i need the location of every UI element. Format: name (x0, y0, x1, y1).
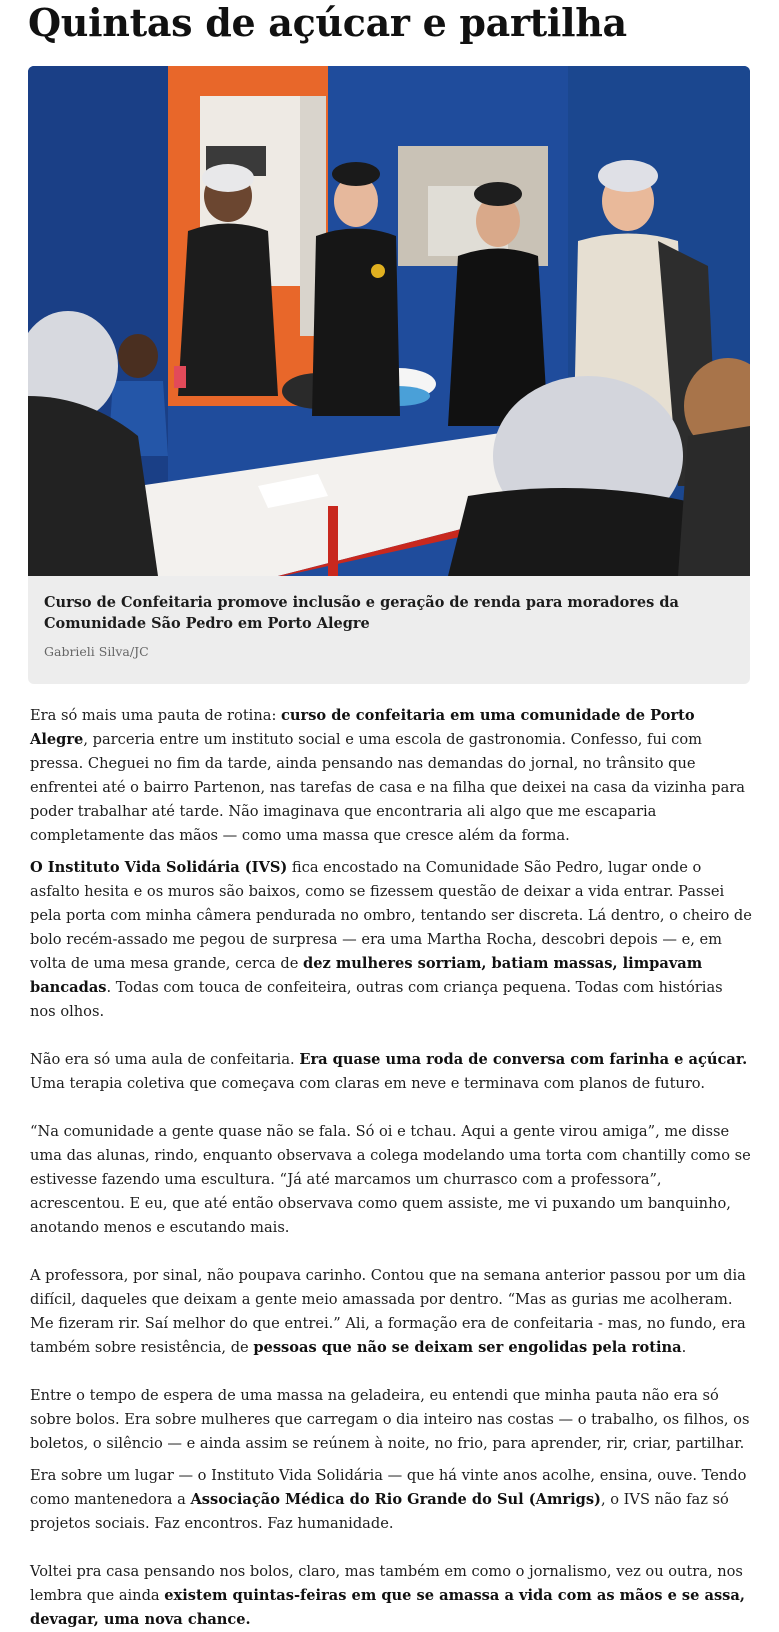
paragraph-7-text-c: , o IVS não faz só projetos sociais. Faz encontros. Faz humanidade. (30, 1491, 729, 1532)
paragraph-5-highlight: pessoas que não se deixam ser engolidas pela rotina (253, 1339, 682, 1356)
paragraph-6: Entre o tempo de espera de uma massa na geladeira, eu entendi que minha pauta não era só sobre bolos. Era sobre mulheres que carregam o dia inteiro nas costas — o trabalho, os filhos, os boletos, o silêncio — e ainda assim se reúnem à noite, no frio, para aprender, rir, criar, partilhar. (30, 1387, 750, 1452)
paragraph-3-text-c: Uma terapia coletiva que começava com claras em neve e terminava com planos de futuro. (30, 1075, 705, 1092)
photo-caption: Curso de Confeitaria promove inclusão e geração de renda para moradores da Comunidade São Pedro em Porto Alegre (44, 594, 679, 632)
article-photo[interactable] (28, 66, 750, 576)
article-title: Quintas de açúcar e partilha (28, 0, 627, 45)
paragraph-1-text-c: , parceria entre um instituto social e uma escola de gastronomia. Confesso, fui com pressa. Cheguei no fim da tarde, ainda pensando nas demandas do jornal, no trânsito que enfrentei até o bairro Partenon, nas tarefas de casa e na filha que deixei na casa da vizinha para poder trabalhar até tarde. Não imaginava que encontraria ali algo que me escaparia completamente das mãos — como uma massa que cresce além da forma. (30, 731, 746, 844)
paragraph-2 (30, 856, 752, 1024)
paragraph-3-text-a: Não era só uma aula de confeitaria. (30, 1051, 300, 1068)
paragraph-5-text-a: A professora, por sinal, não poupava carinho. Contou que na semana anterior passou por um dia difícil, daqueles que deixam a gente meio amassada por dentro. “Mas as gurias me acolheram. Me fizeram rir. Saí melhor do que entrei.” Ali, a formação era de confeitaria - mas, no fundo, era também sobre resistência, de (30, 1267, 746, 1356)
paragraph-4: “Na comunidade a gente quase não se fala. Só oi e tchau. Aqui a gente virou amiga”, me disse uma das alunas, rindo, enquanto observava a colega modelando uma torta com chantilly como se estivesse fazendo uma escultura. “Já até marcamos um churrasco com a professora”, acrescentou. E eu, que até então observava como quem assiste, me vi puxando um banquinho, anotando menos e escutando mais. (30, 1123, 751, 1236)
paragraph-8 (30, 1560, 752, 1632)
paragraph-1-text-a: Era só mais uma pauta de rotina: (30, 707, 282, 724)
paragraph-5 (30, 1264, 752, 1360)
article (28, 0, 752, 1628)
paragraph-2-text-b: fica encostado na Comunidade São Pedro, lugar onde o asfalto hesita e os muros são baixos, como se fizessem questão de deixar a vida entrar. Passei pela porta com minha câmera pendurada no ombro, tentando ser discreta. Lá dentro, o cheiro de bolo recém-assado me pegou de surpresa — era uma Martha Rocha, descobri depois — e, em volta de uma mesa grande, cerca de (30, 859, 752, 972)
paragraph-8-text-a: Voltei pra casa pensando nos bolos, claro, mas também em como o jornalismo, vez ou outra, nos lembra que ainda (30, 1563, 743, 1604)
paragraph-3 (30, 1048, 752, 1096)
paragraph-7-text-a: Era sobre um lugar — o Instituto Vida Solidária — que há vinte anos acolhe, ensina, ouve. Tendo como mantenedora a (30, 1467, 747, 1508)
paragraph-8-highlight: existem quintas-feiras em que se amassa a vida com as mãos e se assa, devagar, uma nova chance. (30, 1587, 745, 1628)
paragraph-7 (30, 1464, 752, 1536)
paragraph-2-text-d: . Todas com touca de confeiteira, outras com criança pequena. Todas com histórias nos olhos. (30, 979, 723, 1020)
paragraph-3-highlight: Era quase uma roda de conversa com farinha e açúcar. (299, 1051, 748, 1068)
photo-credit: Gabrieli Silva/JC (44, 644, 149, 659)
article-body (30, 704, 752, 1632)
paragraph-1-highlight: curso de confeitaria em uma comunidade de Porto Alegre (30, 707, 695, 748)
paragraph-2-highlight-women: dez mulheres sorriam, batiam massas, limpavam bancadas (30, 955, 703, 996)
photo-figure (28, 66, 750, 684)
paragraph-5-text-c: . (681, 1339, 687, 1356)
paragraph-7-highlight: Associação Médica do Rio Grande do Sul (Amrigs) (190, 1491, 601, 1508)
paragraph-1 (30, 704, 752, 848)
paragraph-2-highlight-ivs: O Instituto Vida Solidária (IVS) (30, 859, 288, 876)
